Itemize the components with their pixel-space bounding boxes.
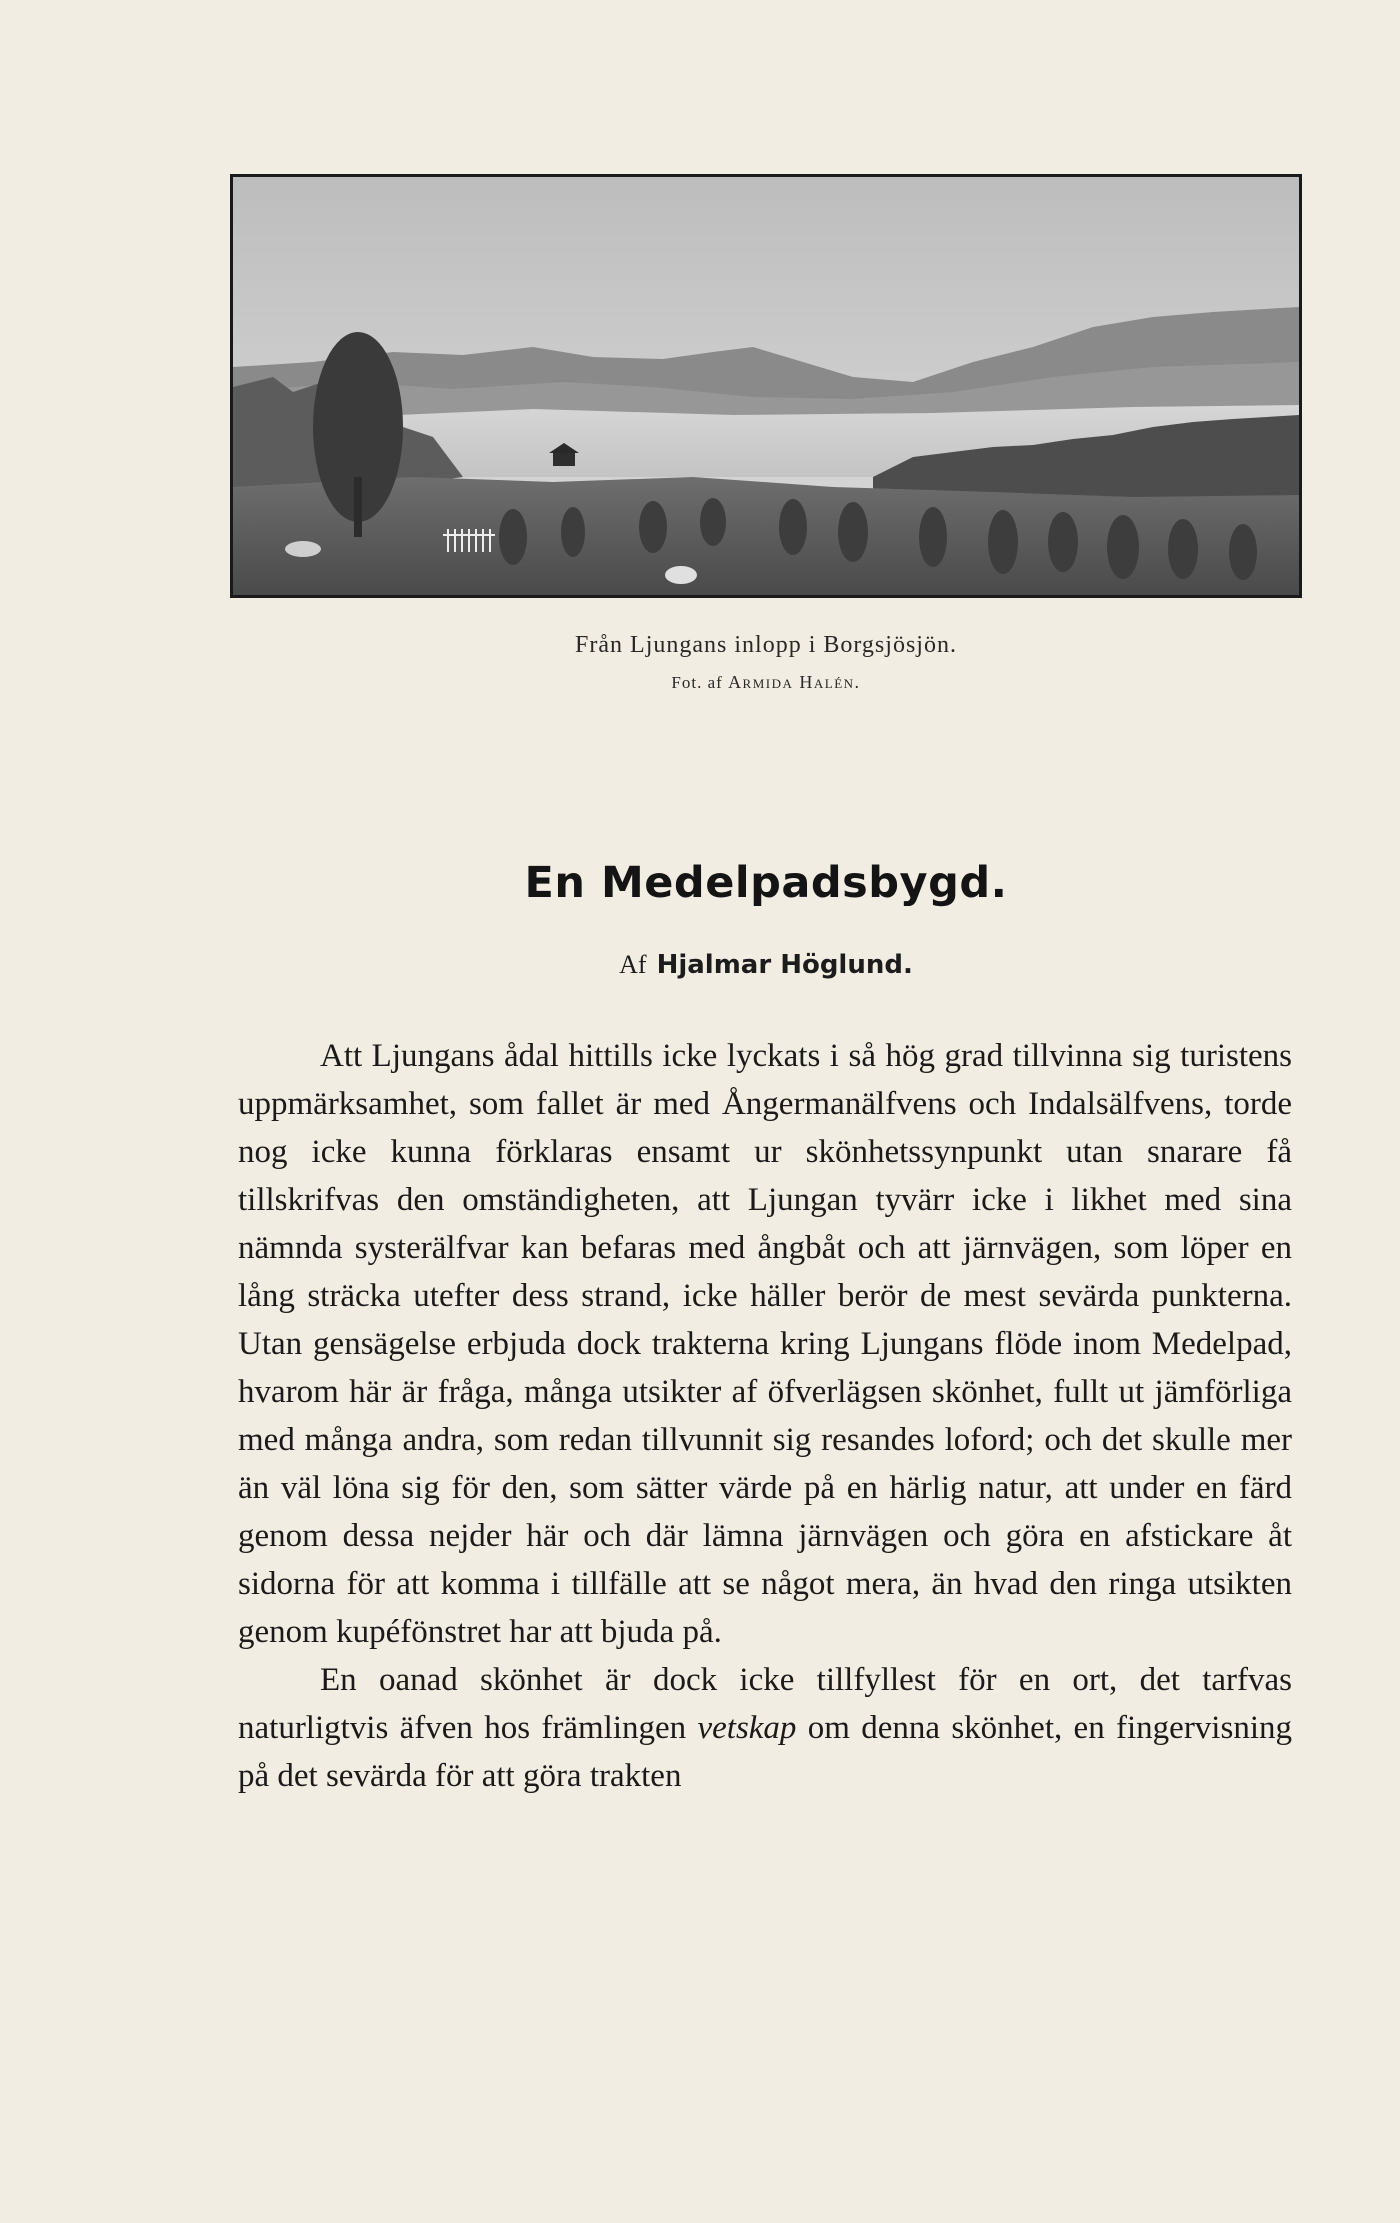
photo-credit: [230, 672, 1302, 693]
landscape-photo: [230, 174, 1302, 598]
paragraph-2: [238, 1656, 1292, 1800]
paragraph-2-end: om denna skönhet, en fingervisning på det sevärda för att göra trakten: [238, 1710, 1292, 1794]
paragraph-2-start: En oanad skönhet är dock icke tillfyllest för en ort, det tarfvas naturligtvis äfven hos främlingen: [238, 1662, 1292, 1746]
emphasis-vetskap: vetskap: [697, 1710, 797, 1746]
rock: [665, 566, 697, 584]
house: [553, 452, 575, 466]
photographer-name: Armida Halén.: [728, 672, 861, 692]
byline-prefix: Af: [619, 950, 647, 979]
article-title: En Medelpadsbygd.: [524, 858, 1008, 908]
photo-caption: Från Ljungans inlopp i Borgsjösjön.: [575, 632, 957, 658]
author-name: Hjalmar Höglund.: [656, 950, 913, 980]
photo-credit-prefix: Fot. af: [671, 673, 723, 692]
lake-landscape-image: [233, 177, 1299, 595]
byline: [230, 950, 1302, 980]
article-body: [238, 1032, 1292, 1800]
paragraph-1: Att Ljungans ådal hittills icke lyckats i så hög grad tillvinna sig turistens uppmärksamhet, som fallet är med Ångermanälfvens och Indalsälfvens, torde nog icke kunna förklaras ensamt ur skönhetssynpunkt utan snarare få tillskrifvas den omständigheten, att Ljungan tyvärr icke i likhet med sina nämnda systerälfvar kan befaras med ångbåt och att järnvägen, som löper en lång sträcka utefter dess strand, icke häller berör de mest sevärda punkterna. Utan gensägelse erbjuda dock trakterna kring Ljungans flöde inom Medelpad, hvarom här är fråga, många utsikter af öfverlägsen skönhet, fullt ut jämförliga med många andra, som redan tillvunnit sig resandes loford; och det skulle mer än väl löna sig för den, som sätter värde på en härlig natur, att under en färd genom dessa nejder här och där lämna järnvägen och göra en afstickare åt sidorna för att komma i tillfälle att se något mera, än hvad den ringa utsikten genom kupéfönstret har att bjuda på.: [238, 1038, 1292, 1650]
